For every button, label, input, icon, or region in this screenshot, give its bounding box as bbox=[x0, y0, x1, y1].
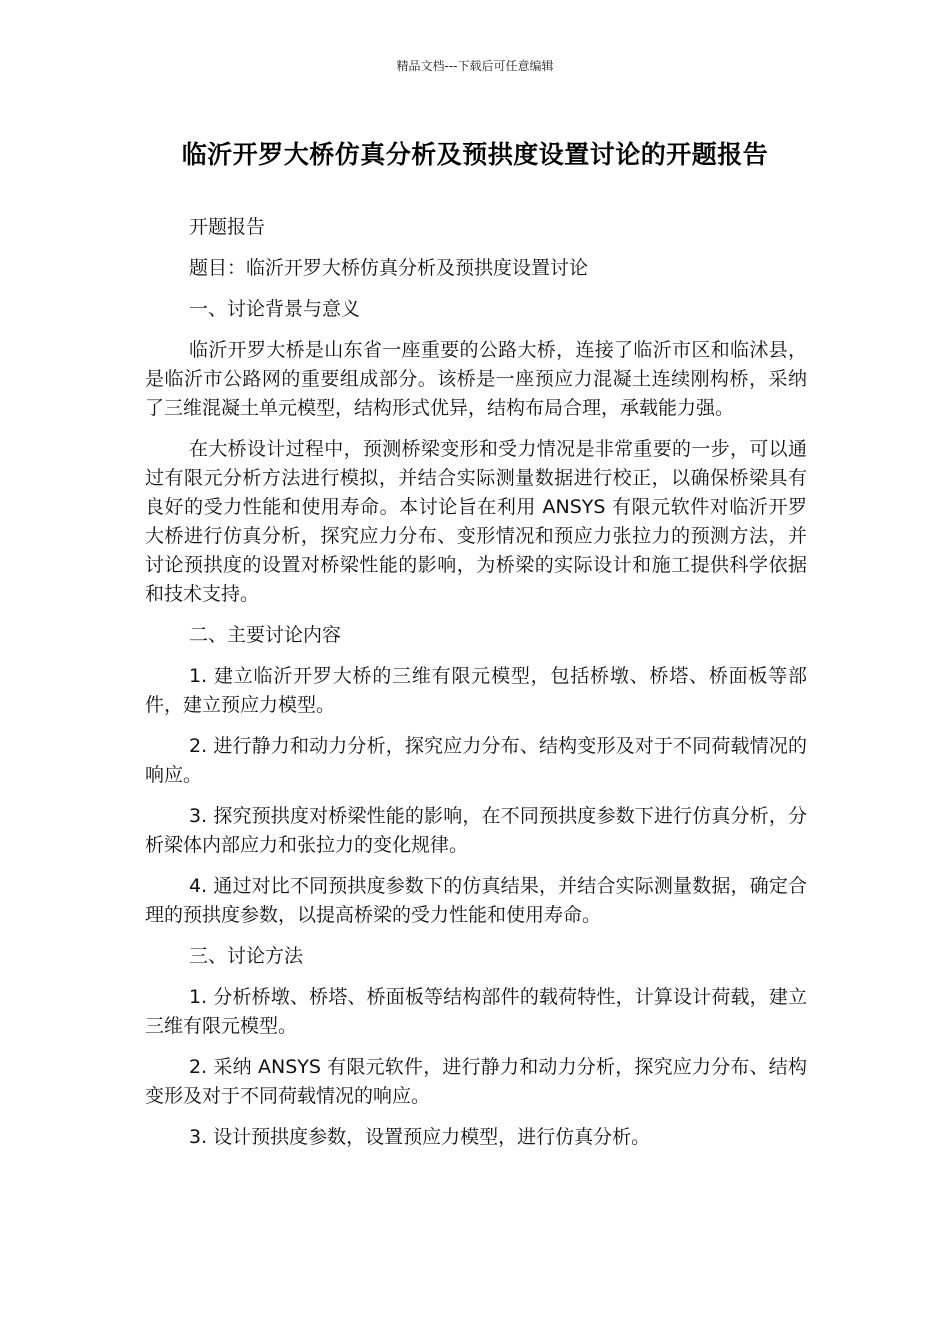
report-topic: 题目：临沂开罗大桥仿真分析及预拱度设置讨论 bbox=[189, 257, 589, 279]
content-item-1: 1. 建立临沂开罗大桥的三维有限元模型，包括桥墩、桥塔、桥面板等部件，建立预应力模型。 bbox=[145, 665, 807, 716]
content-item-3: 3. 探究预拱度对桥梁性能的影响，在不同预拱度参数下进行仿真分析，分析梁体内部应力和张拉力的变化规律。 bbox=[145, 805, 807, 856]
document-body bbox=[145, 213, 807, 1164]
document-title: 临沂开罗大桥仿真分析及预拱度设置讨论的开题报告 bbox=[181, 140, 769, 169]
paragraph-bridge-intro: 临沂开罗大桥是山东省一座重要的公路大桥，连接了临沂市区和临沭县，是临沂市公路网的重要组成部分。该桥是一座预应力混凝土连续刚构桥，采纳了三维混凝土单元模型，结构形式优异，结构布局合理，承载能力强。 bbox=[145, 339, 807, 419]
section-heading-background: 一、讨论背景与意义 bbox=[189, 298, 361, 320]
method-item-2: 2. 采纳 ANSYS 有限元软件，进行静力和动力分析，探究应力分布、结构变形及对于不同荷载情况的响应。 bbox=[145, 1056, 807, 1107]
section-label-report: 开题报告 bbox=[189, 216, 266, 238]
content-item-2: 2. 进行静力和动力分析，探究应力分布、结构变形及对于不同荷载情况的响应。 bbox=[145, 735, 807, 786]
paragraph-design-purpose: 在大桥设计过程中，预测桥梁变形和受力情况是非常重要的一步，可以通过有限元分析方法进行模拟，并结合实际测量数据进行校正，以确保桥梁具有良好的受力性能和使用寿命。本讨论旨在利用 ANSYS 有限元软件对临沂开罗大桥进行仿真分析，探究应力分布、变形情况和预应力张拉力的预测方法，并讨论预拱度的设置对桥梁性能的影响，为桥梁的实际设计和施工提供科学依据和技术支持。 bbox=[145, 438, 807, 605]
content-item-4: 4. 通过对比不同预拱度参数下的仿真结果，并结合实际测量数据，确定合理的预拱度参数，以提高桥梁的受力性能和使用寿命。 bbox=[145, 875, 807, 926]
method-item-3: 3. 设计预拱度参数，设置预应力模型，进行仿真分析。 bbox=[189, 1126, 651, 1148]
section-heading-main-content: 二、主要讨论内容 bbox=[189, 624, 342, 646]
header-note: 精品文档---下载后可任意编辑 bbox=[396, 59, 554, 73]
method-item-1: 1. 分析桥墩、桥塔、桥面板等结构部件的载荷特性，计算设计荷载，建立三维有限元模型。 bbox=[145, 986, 807, 1037]
section-heading-methods: 三、讨论方法 bbox=[189, 945, 304, 967]
